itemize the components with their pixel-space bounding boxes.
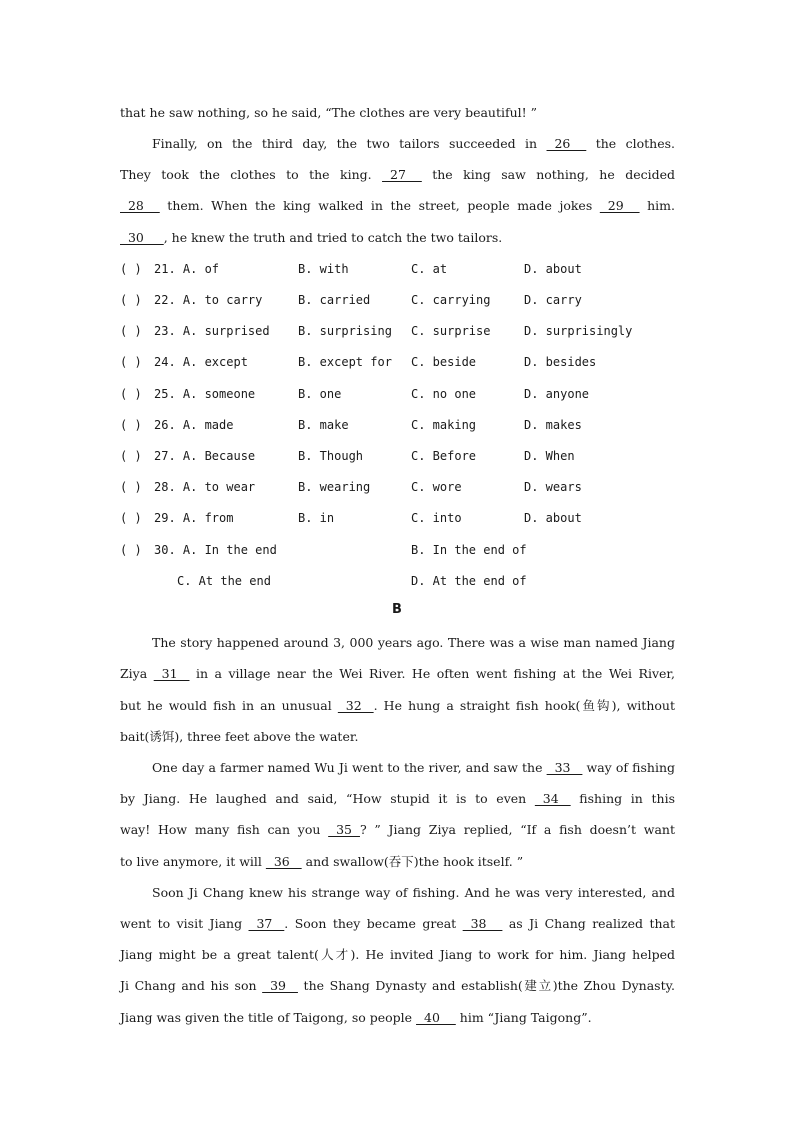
option-c: C. carrying — [411, 293, 491, 307]
option-c: C. At the end — [177, 574, 271, 588]
answer-bracket[interactable]: ( ) — [120, 262, 142, 276]
story-text: went to visit Jiang — [120, 916, 249, 931]
section-title: B — [392, 602, 402, 617]
answer-bracket[interactable]: ( ) — [120, 387, 142, 401]
option-d: D. At the end of — [411, 574, 527, 588]
option-b: B. except for — [298, 355, 392, 369]
blank-32: 32 — [337, 698, 374, 713]
option-a: 28. A. to wear — [154, 480, 256, 494]
story-text: fishing in this — [570, 791, 675, 806]
answer-bracket[interactable]: ( ) — [120, 418, 142, 432]
story-text: They took the clothes to the king. — [120, 167, 383, 182]
option-d: D. besides — [524, 355, 597, 369]
story-a-line-2 — [152, 135, 675, 153]
blank-39: 39 — [262, 978, 298, 993]
story-b-line-6 — [120, 790, 675, 808]
blank-40: 40 — [416, 1010, 456, 1025]
story-text: Ji Chang and his son — [120, 978, 263, 993]
option-c: C. making — [411, 418, 477, 432]
story-b-line-7 — [120, 821, 675, 839]
question-27 — [120, 447, 680, 465]
option-a: 25. A. someone — [154, 387, 256, 401]
option-d: D. wears — [524, 480, 582, 494]
story-b-line-9 — [152, 884, 675, 902]
question-24 — [120, 353, 680, 371]
option-b: B. wearing — [298, 480, 371, 494]
option-d: D. makes — [524, 418, 582, 432]
story-text: the clothes. — [586, 136, 675, 151]
question-21 — [120, 260, 680, 278]
option-c: C. into — [411, 511, 462, 525]
option-d: D. surprisingly — [524, 324, 633, 338]
story-text: him. — [639, 198, 675, 213]
option-c: C. beside — [411, 355, 477, 369]
answer-bracket[interactable]: ( ) — [120, 324, 142, 338]
option-c: C. at — [411, 262, 448, 276]
story-b-line-4 — [120, 728, 675, 746]
option-c: C. no one — [411, 387, 477, 401]
story-text: to live anymore, it will — [120, 854, 266, 869]
option-b: B. Though — [298, 449, 364, 463]
question-23 — [120, 322, 680, 340]
blank-33: 33 — [546, 760, 583, 775]
story-text: Jiang might be a great talent(人才). He invited Jiang to work for him. Jiang helped — [120, 947, 675, 962]
option-b: B. in — [298, 511, 335, 525]
story-b-line-12 — [120, 977, 675, 995]
story-text: them. When the king walked in the street, people made jokes — [159, 198, 600, 213]
story-b-line-8 — [120, 853, 675, 871]
blank-29: 29 — [599, 198, 640, 213]
story-text: and swallow(吞下)the hook itself. ” — [301, 854, 524, 869]
story-text: One day a farmer named Wu Ji went to the river, and saw the — [152, 760, 547, 775]
story-text: Ziya — [120, 666, 154, 681]
story-a-line-1 — [120, 104, 675, 122]
question-29 — [120, 509, 680, 527]
story-text: . He hung a straight fish hook(鱼钩), without — [373, 698, 675, 713]
answer-bracket[interactable]: ( ) — [120, 543, 142, 557]
option-a: 26. A. made — [154, 418, 234, 432]
story-text: bait(诱饵), three feet above the water. — [120, 729, 359, 744]
story-text: that he saw nothing, so he said, “The clothes are very beautiful! ” — [120, 105, 538, 120]
blank-36: 36 — [265, 854, 302, 869]
option-a: 22. A. to carry — [154, 293, 263, 307]
story-a-line-4 — [120, 197, 675, 215]
story-text: way! How many fish can you — [120, 822, 329, 837]
story-text: Soon Ji Chang knew his strange way of fishing. And he was very interested, and — [152, 885, 675, 900]
option-d: D. carry — [524, 293, 582, 307]
story-text: by Jiang. He laughed and said, “How stupid it is to even — [120, 791, 535, 806]
story-text: him “Jiang Taigong”. — [455, 1010, 592, 1025]
question-30-row-2 — [120, 572, 680, 590]
option-c: C. surprise — [411, 324, 491, 338]
story-text: . Soon they became great — [284, 916, 463, 931]
story-text: Jiang was given the title of Taigong, so people — [120, 1010, 417, 1025]
option-d: D. about — [524, 262, 582, 276]
blank-27: 27 — [382, 167, 422, 182]
answer-bracket[interactable]: ( ) — [120, 449, 142, 463]
question-25 — [120, 385, 680, 403]
story-b-line-2 — [120, 665, 675, 683]
option-b: B. surprising — [298, 324, 392, 338]
story-text: way of fishing — [582, 760, 676, 775]
option-a: 29. A. from — [154, 511, 234, 525]
blank-34: 34 — [534, 791, 571, 806]
story-text: as Ji Chang realized that — [502, 916, 675, 931]
question-26 — [120, 416, 680, 434]
blank-38: 38 — [462, 916, 503, 931]
blank-35: 35 — [328, 822, 360, 837]
option-a: 24. A. except — [154, 355, 248, 369]
question-22 — [120, 291, 680, 309]
option-a: 23. A. surprised — [154, 324, 270, 338]
option-c: C. Before — [411, 449, 477, 463]
story-text: but he would fish in an unusual — [120, 698, 338, 713]
blank-28: 28 — [120, 198, 160, 213]
story-b-line-11 — [120, 946, 675, 964]
blank-37: 37 — [248, 916, 285, 931]
option-b: B. one — [298, 387, 342, 401]
answer-bracket[interactable]: ( ) — [120, 293, 142, 307]
option-b: B. make — [298, 418, 349, 432]
option-a: 21. A. of — [154, 262, 220, 276]
option-a: 27. A. Because — [154, 449, 256, 463]
question-28 — [120, 478, 680, 496]
answer-bracket[interactable]: ( ) — [120, 511, 142, 525]
blank-31: 31 — [153, 666, 190, 681]
story-text: , he knew the truth and tried to catch the two tailors. — [163, 230, 503, 245]
option-b: B. carried — [298, 293, 371, 307]
answer-bracket[interactable]: ( ) — [120, 355, 142, 369]
story-text: ? ” Jiang Ziya replied, “If a fish doesn’t want — [359, 822, 675, 837]
story-text: The story happened around 3, 000 years ago. There was a wise man named Jiang — [152, 635, 675, 650]
blank-30: 30 — [120, 230, 164, 245]
option-c: C. wore — [411, 480, 462, 494]
story-b-line-1 — [152, 634, 675, 652]
story-text: the Shang Dynasty and establish(建立)the Zhou Dynasty. — [297, 978, 675, 993]
story-b-line-5 — [152, 759, 675, 777]
story-b-line-10 — [120, 915, 675, 933]
story-text: in a village near the Wei River. He often went fishing at the Wei River, — [189, 666, 675, 681]
story-a-line-5 — [120, 229, 675, 247]
story-a-line-3 — [120, 166, 675, 184]
question-30 — [120, 541, 680, 559]
option-d: D. When — [524, 449, 575, 463]
story-b-line-3 — [120, 697, 675, 715]
option-a: 30. A. In the end — [154, 543, 277, 557]
story-text: the king saw nothing, he decided — [421, 167, 675, 182]
option-d: D. anyone — [524, 387, 590, 401]
answer-bracket[interactable]: ( ) — [120, 480, 142, 494]
option-d: D. about — [524, 511, 582, 525]
option-b: B. with — [298, 262, 349, 276]
story-b-line-13 — [120, 1009, 675, 1027]
blank-26: 26 — [546, 136, 587, 151]
option-b: B. In the end of — [411, 543, 527, 557]
story-text: Finally, on the third day, the two tailors succeeded in — [152, 136, 547, 151]
